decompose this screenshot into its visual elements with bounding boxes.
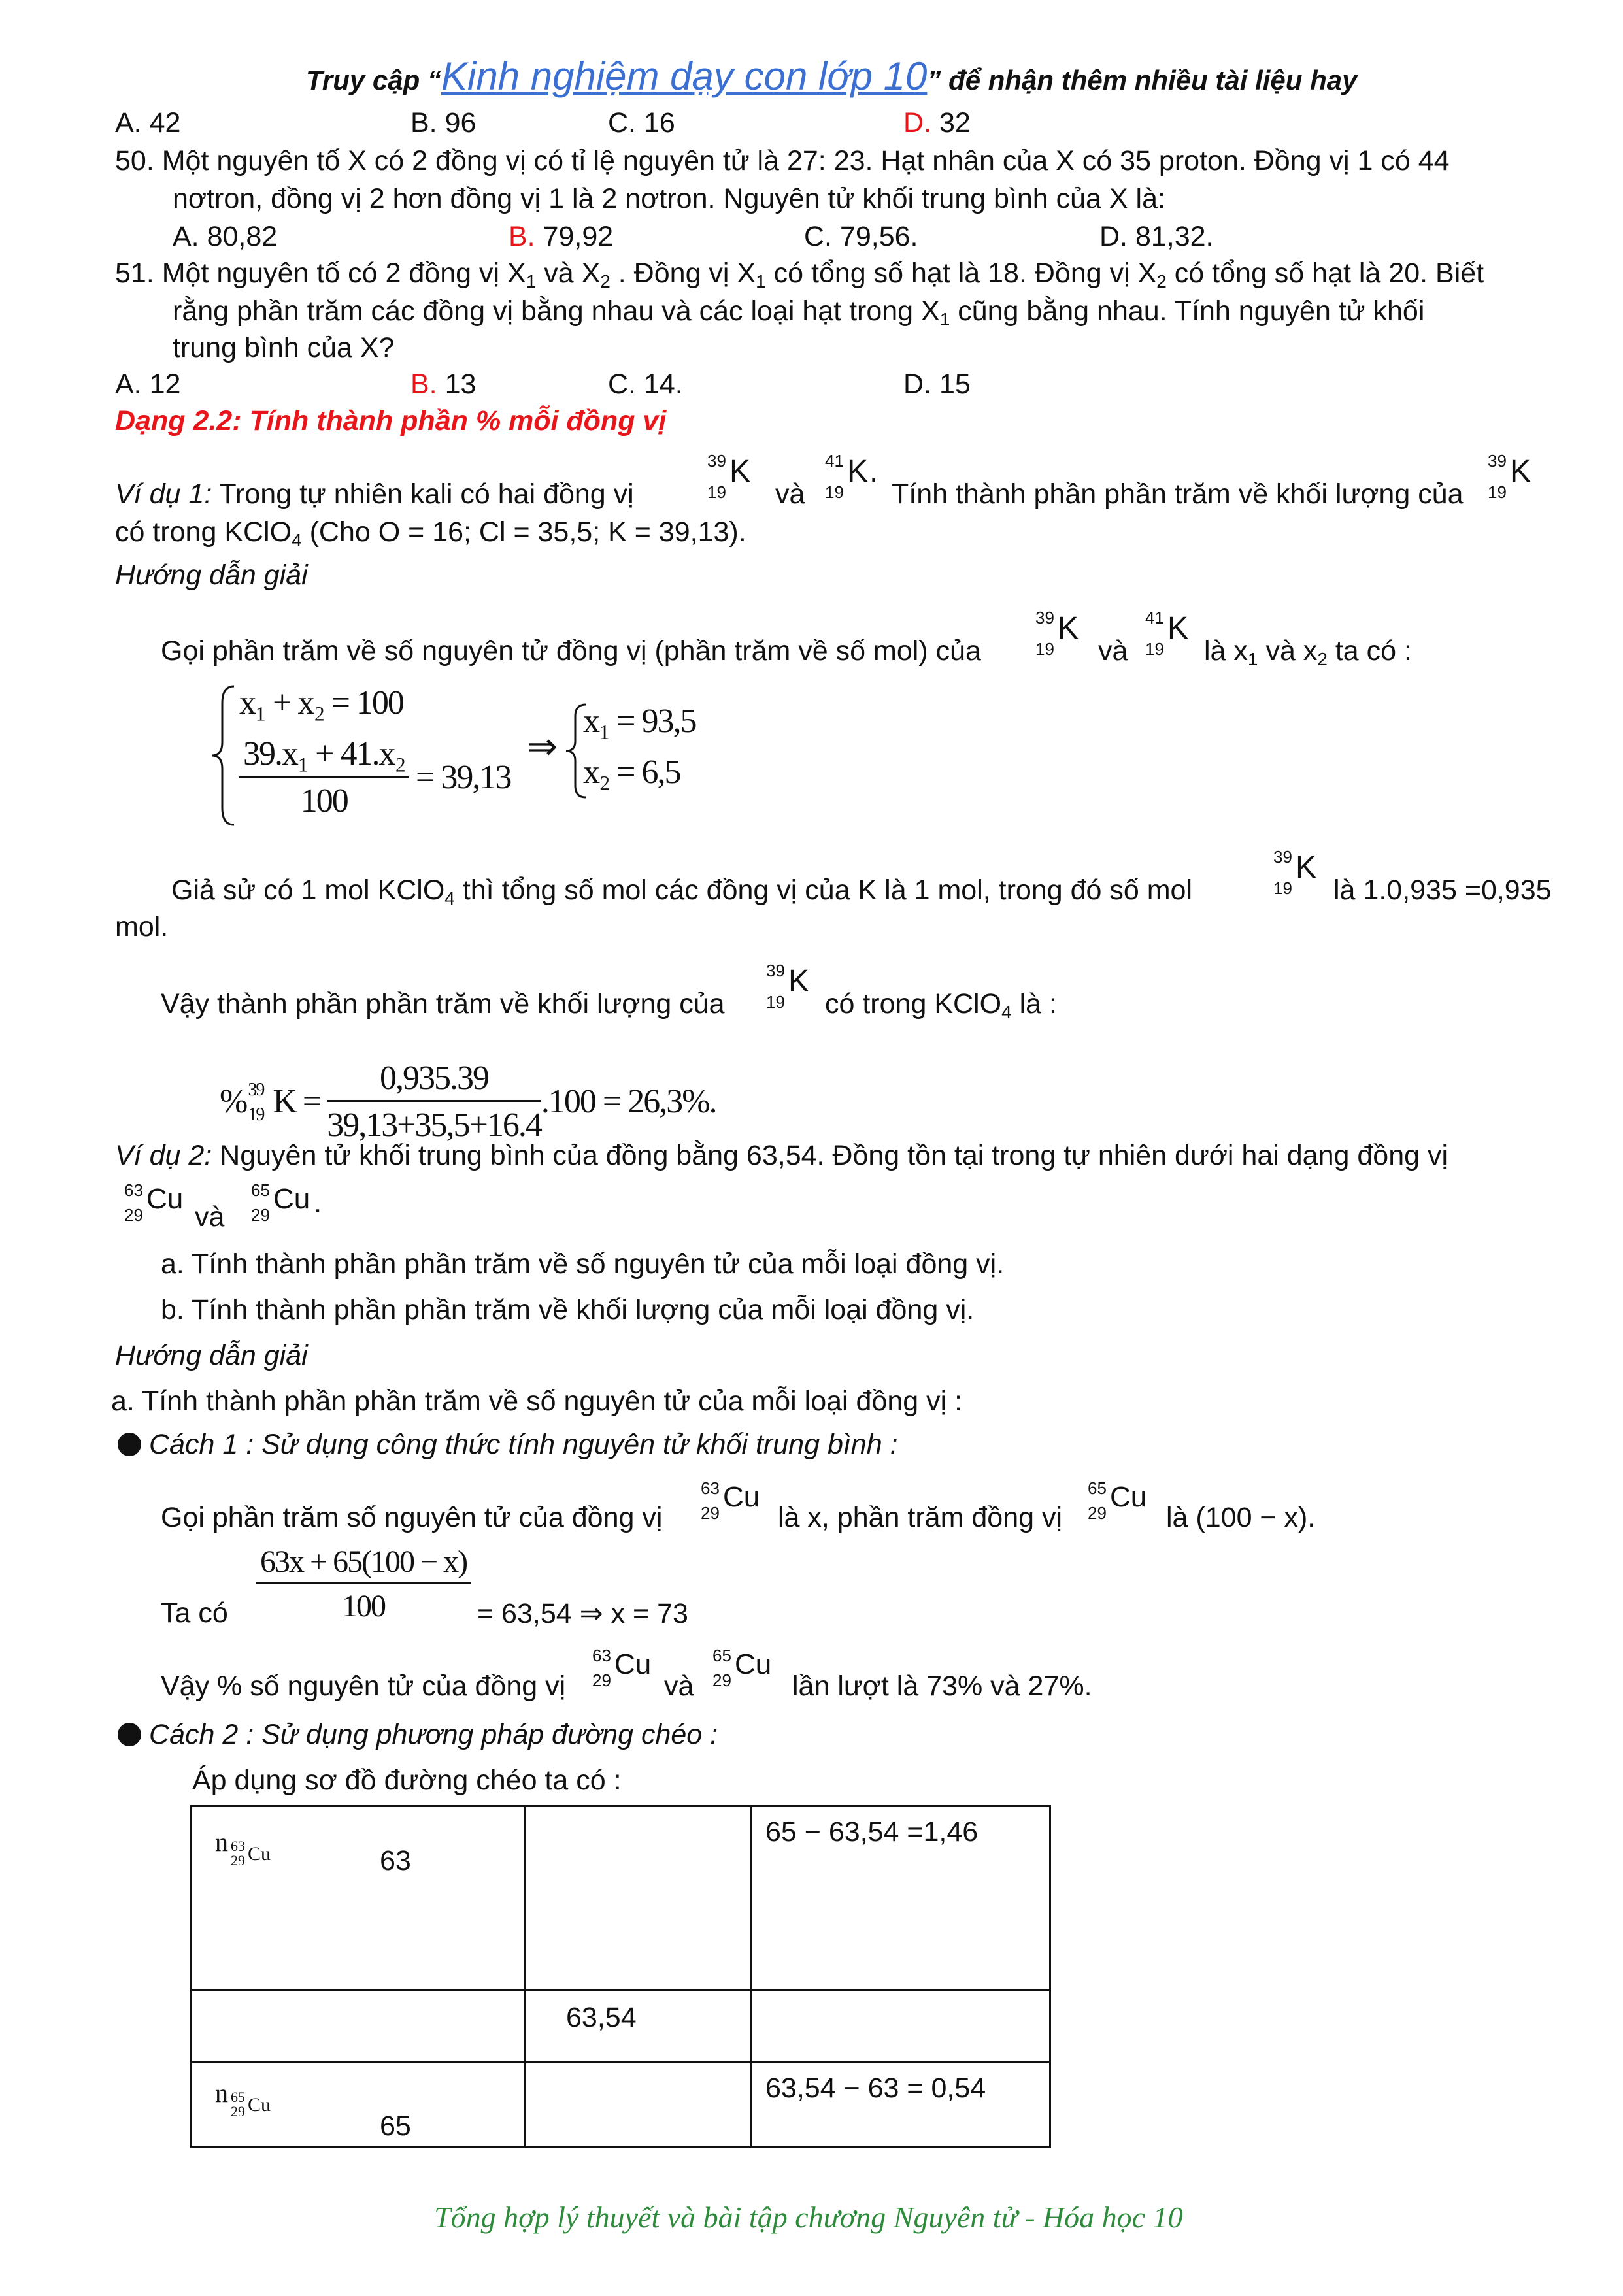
ex2-guide: Hướng dẫn giải	[115, 1340, 308, 1371]
table-cell	[752, 1991, 1050, 2063]
subscript: 1	[526, 271, 537, 291]
mass-number: 63	[701, 1478, 720, 1498]
element-symbol: Cu	[723, 1481, 760, 1513]
ex1-line1	[115, 478, 634, 510]
q51-line2	[173, 295, 1424, 330]
ex2-f-rhs: = 63,54 ⇒ x = 73	[477, 1598, 688, 1629]
sys-eq2-rhs: = 39,13	[416, 759, 511, 796]
cell-diff-1: 65 − 63,54 =1,46	[765, 1816, 979, 1848]
ex2-text1: Nguyên tử khối trung bình của đồng bằng 63,54. Đồng tồn tại trong tự nhiên dưới hai dạng đồng vị	[212, 1140, 1448, 1171]
element-symbol: K	[1058, 611, 1079, 646]
text: có trong KClO	[115, 516, 292, 548]
percent-formula: % 39 19 K = $\frac{0,935.39}{39,13+35,5+16.4}$ .100 = 26,3%.	[220, 1059, 716, 1144]
atomic-number: 29	[701, 1503, 720, 1523]
atomic-number: 29	[231, 2103, 245, 2120]
q51-d: D. 15	[903, 369, 971, 400]
ex1-text1: Trong tự nhiên kali có hai đồng vị	[212, 478, 634, 510]
table-cell	[525, 1991, 752, 2063]
table-cell	[525, 1806, 752, 1991]
subscript: 1	[1247, 649, 1258, 669]
fraction-numerator: 63x + 65(100 − x)	[256, 1544, 471, 1584]
atomic-number: 29	[592, 1671, 611, 1690]
result-x1: x₁ = 93,5	[583, 703, 696, 740]
element-symbol: K	[847, 454, 869, 489]
ex2-and: và	[195, 1201, 225, 1233]
ex2-m1-b: là x, phần trăm đồng vị	[778, 1502, 1063, 1533]
cell-diff-2: 63,54 − 63 = 0,54	[765, 2072, 986, 2104]
atomic-number: 19	[1273, 878, 1292, 898]
q50-line1: 50. Một nguyên tố X có 2 đồng vị có tỉ lệ nguyên tử là 27: 23. Hạt nhân của X có 35 proton. Đồng vị 1 có 44	[115, 145, 1450, 176]
atomic-number: 29	[712, 1671, 731, 1690]
ex1-and: và	[775, 478, 805, 510]
q49-b: B. 96	[410, 107, 477, 139]
n-cu65-label	[215, 2078, 271, 2121]
sys-eq2	[239, 735, 409, 820]
ex1-p2-c: là 1.0,935 =0,935	[1333, 874, 1552, 906]
table-row	[191, 2063, 1050, 2148]
text: ta có :	[1327, 635, 1412, 667]
mass-number: 63	[124, 1180, 143, 1200]
ex1-intro-tail	[1204, 635, 1412, 670]
element-symbol: Cu	[1110, 1481, 1147, 1513]
subscript: 2	[1156, 271, 1167, 291]
q51-b-letter: B.	[410, 369, 437, 400]
ex2-m1-c: là (100 − x).	[1166, 1502, 1316, 1533]
ex2-label: Ví dụ 2:	[115, 1140, 212, 1171]
ex1-p3: Vậy thành phần phần trăm về khối lượng của	[161, 988, 725, 1020]
element-symbol: K	[273, 1083, 296, 1120]
header-suffix: ” để nhận thêm nhiều tài liệu hay	[927, 65, 1358, 95]
mass-number: 39	[707, 451, 726, 471]
element-symbol: K	[1167, 611, 1189, 646]
fraction-numerator: 0,935.39	[327, 1059, 541, 1102]
atomic-number: 19	[825, 482, 844, 502]
bullet-icon	[118, 1723, 141, 1746]
q50-d: D. 81,32.	[1099, 221, 1214, 252]
table-cell	[191, 1991, 525, 2063]
implies-arrow: ⇒	[527, 727, 558, 767]
table-cell	[191, 2063, 525, 2148]
text: có tổng số hạt là 18. Đồng vị X	[765, 258, 1157, 289]
ex2-concl-b: lần lượt là 73% và 27%.	[792, 1671, 1092, 1702]
text: n	[215, 2078, 228, 2108]
atomic-number: 29	[231, 1852, 245, 1869]
text: Giả sử có 1 mol KClO	[171, 874, 445, 906]
header-link[interactable]: Kinh nghiệm dạy con lớp 10	[441, 54, 928, 98]
ex2-line1	[115, 1140, 1448, 1172]
text: . Đồng vị X	[610, 258, 756, 289]
atomic-number: 19	[1488, 482, 1507, 502]
element-symbol: Cu	[248, 1843, 271, 1865]
mass-number: 39	[766, 961, 785, 980]
result-x2: x₂ = 6,5	[583, 754, 680, 791]
q51-a: A. 12	[115, 369, 181, 400]
ex1-p2-d: mol.	[115, 911, 169, 942]
text: có tổng số hạt là 20. Biết	[1166, 258, 1484, 289]
mass-number: 41	[1145, 608, 1164, 627]
atomic-number: 19	[248, 1104, 264, 1125]
left-brace	[208, 684, 241, 827]
q51-b-value: 13	[437, 369, 477, 400]
mass-number: 41	[825, 451, 844, 471]
element-symbol: Cu	[273, 1183, 310, 1215]
q49-c: C. 16	[608, 107, 675, 139]
text: và X	[536, 258, 601, 289]
text: là x	[1204, 635, 1248, 667]
ex2-a: a. Tính thành phần phần trăm về số nguyên tử của mỗi loại đồng vị.	[161, 1248, 1005, 1280]
mass-number: 65	[712, 1646, 731, 1665]
footer: Tổng hợp lý thuyết và bài tập chương Nguyên tử - Hóa học 10	[434, 2201, 1183, 2234]
q50-b-letter: B.	[509, 221, 535, 252]
text: Cách 1 : Sử dụng công thức tính nguyên tử khối trung bình :	[149, 1429, 898, 1460]
mass-number: 63	[592, 1646, 611, 1665]
ex1-line2	[115, 516, 746, 551]
ex2-concl-a: Vậy % số nguyên tử của đồng vị	[161, 1671, 566, 1702]
q49-d-letter: D.	[903, 107, 931, 139]
ex2-part-a: a. Tính thành phần phần trăm về số nguyên tử của mỗi loại đồng vị :	[111, 1386, 963, 1417]
q50-b-value: 79,92	[535, 221, 614, 252]
text: và x	[1258, 635, 1318, 667]
mass-number: 39	[248, 1079, 264, 1100]
ex1-intro-and: và	[1098, 635, 1128, 667]
fraction-denominator: 100	[342, 1589, 386, 1623]
ex2-b: b. Tính thành phần phần trăm về khối lượng của mỗi loại đồng vị.	[161, 1294, 975, 1325]
subscript: 1	[939, 309, 950, 329]
ex2-method1	[118, 1429, 898, 1461]
table-cell	[752, 1806, 1050, 1991]
result-value: .100 = 26,3%.	[541, 1083, 716, 1120]
ex2-concl-and: và	[664, 1671, 694, 1702]
text: có trong KClO	[825, 988, 1002, 1020]
element-symbol: K	[729, 454, 751, 489]
ex1-p3-tail	[825, 988, 1057, 1023]
element-symbol: K	[1296, 850, 1317, 885]
ex1-p2	[171, 874, 1192, 909]
table-row	[191, 1806, 1050, 1991]
mass-number: 65	[1088, 1478, 1107, 1498]
ex1-guide: Hướng dẫn giải	[115, 559, 308, 591]
mass-number: 65	[231, 2089, 245, 2105]
text: cũng bằng nhau. Tính nguyên tử khối	[950, 295, 1425, 327]
cell-average: 63,54	[566, 2002, 637, 2033]
mass-number: 65	[251, 1180, 270, 1200]
text: n	[215, 1827, 228, 1857]
element-symbol: K	[1510, 454, 1531, 489]
q50-line2: nơtron, đồng vị 2 hơn đồng vị 1 là 2 nơtron. Nguyên tử khối trung bình của X là:	[173, 183, 1165, 214]
q49-d-value: 32	[931, 107, 971, 139]
ex2-taco: Ta có	[161, 1597, 228, 1629]
ex1-text2: Tính thành phần phần trăm về khối lượng của	[892, 478, 1464, 510]
fraction-denominator: 100	[300, 782, 348, 820]
q50-c: C. 79,56.	[804, 221, 918, 252]
text: 51. Một nguyên tố có 2 đồng vị X	[115, 258, 526, 289]
ex1-label: Ví dụ 1:	[115, 478, 212, 510]
element-symbol: Cu	[614, 1648, 652, 1680]
fraction-numerator: 39.x₁ + 41.x₂	[239, 735, 409, 778]
element-symbol: Cu	[248, 2094, 271, 2116]
subscript: 2	[600, 271, 611, 291]
subscript: 1	[756, 271, 766, 291]
cell-63: 63	[380, 1845, 411, 1876]
n-cu63-label	[215, 1827, 271, 1871]
atomic-number: 19	[1035, 639, 1054, 659]
text: Cách 2 : Sử dụng phương pháp đường chéo :	[149, 1719, 718, 1750]
q51-line3: trung bình của X?	[173, 332, 395, 363]
ex1-intro: Gọi phần trăm về số nguyên tử đồng vị (phần trăm về số mol) của	[161, 635, 981, 667]
table-cell	[525, 2063, 752, 2148]
q51-b	[410, 369, 476, 401]
subscript: 4	[444, 888, 455, 908]
q49-a: A. 42	[115, 107, 181, 139]
sys-eq1: x₁ + x₂ = 100	[239, 684, 403, 722]
cell-65: 65	[380, 2110, 411, 2142]
element-symbol: Cu	[735, 1648, 772, 1680]
table-cell	[752, 2063, 1050, 2148]
fraction-denominator: 39,13+35,5+16.4	[327, 1106, 541, 1144]
ex2-fraction	[256, 1544, 471, 1624]
q50-b	[509, 221, 613, 253]
header-prefix: Truy cập “	[306, 65, 441, 95]
subscript: 4	[292, 530, 302, 550]
text: (Cho O = 16; Cl = 35,5; K = 39,13).	[301, 516, 746, 548]
section-title: Dạng 2.2: Tính thành phần % mỗi đồng vị	[115, 405, 667, 437]
atomic-number: 29	[1088, 1503, 1107, 1523]
mass-number: 39	[1035, 608, 1054, 627]
ex2-method2	[118, 1719, 718, 1751]
diagonal-table	[190, 1805, 1051, 2148]
subscript: 4	[1001, 1002, 1012, 1022]
q51-line1	[115, 258, 1484, 292]
mass-number: 39	[1273, 847, 1292, 867]
element-symbol: Cu	[146, 1183, 184, 1215]
atomic-number: 19	[707, 482, 726, 502]
q50-a: A. 80,82	[173, 221, 278, 252]
header	[306, 54, 1358, 99]
atomic-number: 29	[251, 1205, 270, 1225]
element-symbol: K	[788, 964, 810, 999]
atomic-number: 29	[124, 1205, 143, 1225]
bullet-icon	[118, 1433, 141, 1456]
table-row	[191, 1991, 1050, 2063]
mass-number: 63	[231, 1838, 245, 1854]
atomic-number: 19	[1145, 639, 1164, 659]
text: thì tổng số mol các đồng vị của K là 1 mol, trong đó số mol	[454, 874, 1193, 906]
text: rằng phần trăm các đồng vị bằng nhau và các loại hạt trong X	[173, 295, 940, 327]
ex2-apply: Áp dụng sơ đồ đường chéo ta có :	[192, 1765, 622, 1796]
ex2-m1-a: Gọi phần trăm số nguyên tử của đồng vị	[161, 1502, 663, 1533]
atomic-number: 19	[766, 992, 785, 1012]
mass-number: 39	[1488, 451, 1507, 471]
q51-c: C. 14.	[608, 369, 683, 400]
subscript: 2	[1317, 649, 1328, 669]
q49-d	[903, 107, 971, 139]
table-cell	[191, 1806, 525, 1991]
text: là :	[1011, 988, 1057, 1020]
